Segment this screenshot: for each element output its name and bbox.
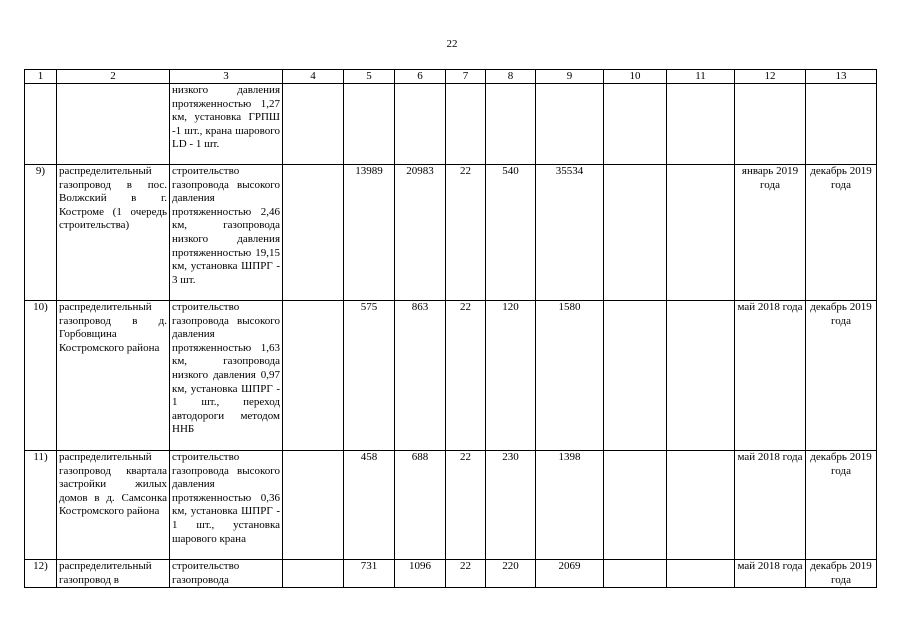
start-date <box>735 84 806 165</box>
column-header: 2 <box>57 70 170 84</box>
cell-col10 <box>604 165 667 301</box>
cell-col8: 540 <box>486 165 536 301</box>
object-description: низкого давления протяженностью 1,27 км, установка ГРПШ -1 шт., крана шарового LD - 1 шт. <box>170 84 283 165</box>
cell-col9: 1398 <box>536 451 604 560</box>
end-date: декабрь 2019 года <box>806 451 877 560</box>
column-header: 12 <box>735 70 806 84</box>
row-number: 11) <box>25 451 57 560</box>
start-date: май 2018 года <box>735 560 806 588</box>
cell-col8: 230 <box>486 451 536 560</box>
cell-col4 <box>283 451 344 560</box>
cell-col6: 863 <box>395 301 446 451</box>
cell-col5: 458 <box>344 451 395 560</box>
start-date: май 2018 года <box>735 301 806 451</box>
cell-col6: 20983 <box>395 165 446 301</box>
cell-col9: 35534 <box>536 165 604 301</box>
column-header: 9 <box>536 70 604 84</box>
cell-col7: 22 <box>446 165 486 301</box>
cell-col4 <box>283 165 344 301</box>
cell-col10 <box>604 451 667 560</box>
cell-col9: 2069 <box>536 560 604 588</box>
column-header: 8 <box>486 70 536 84</box>
cell-col8: 120 <box>486 301 536 451</box>
start-date: январь 2019 года <box>735 165 806 301</box>
cell-col11 <box>667 560 735 588</box>
row-number: 10) <box>25 301 57 451</box>
end-date <box>806 84 877 165</box>
cell-col7: 22 <box>446 451 486 560</box>
header-row <box>25 70 877 84</box>
cell-col8 <box>486 84 536 165</box>
object-name <box>57 84 170 165</box>
cell-col11 <box>667 301 735 451</box>
cell-col6: 1096 <box>395 560 446 588</box>
column-header: 5 <box>344 70 395 84</box>
investment-table <box>24 69 877 588</box>
cell-col4 <box>283 301 344 451</box>
table-row <box>25 165 877 301</box>
row-number: 12) <box>25 560 57 588</box>
table-row <box>25 301 877 451</box>
start-date: май 2018 года <box>735 451 806 560</box>
row-number <box>25 84 57 165</box>
column-header: 13 <box>806 70 877 84</box>
cell-col5: 731 <box>344 560 395 588</box>
cell-col9 <box>536 84 604 165</box>
column-header: 7 <box>446 70 486 84</box>
column-header: 11 <box>667 70 735 84</box>
end-date: декабрь 2019 года <box>806 560 877 588</box>
cell-col6 <box>395 84 446 165</box>
cell-col11 <box>667 84 735 165</box>
column-header: 4 <box>283 70 344 84</box>
cell-col5 <box>344 84 395 165</box>
cell-col6: 688 <box>395 451 446 560</box>
cell-col11 <box>667 451 735 560</box>
cell-col10 <box>604 84 667 165</box>
object-description: строительство газопровода высокого давления протяженностью 1,63 км, газопровода низкого давления 0,97 км, установка ШПРГ - 1 шт., переход автодороги методом ННБ <box>170 301 283 451</box>
object-name: распределительный газопровод квартала застройки жилых домов в д. Самсонка Костромского района <box>57 451 170 560</box>
cell-col10 <box>604 560 667 588</box>
object-description: строительство газопровода высокого давления протяженностью 0,36 км, установка ШПРГ - 1 шт., установка шарового крана <box>170 451 283 560</box>
end-date: декабрь 2019 года <box>806 301 877 451</box>
row-number: 9) <box>25 165 57 301</box>
cell-col4 <box>283 84 344 165</box>
cell-col4 <box>283 560 344 588</box>
object-name: распределительный газопровод в <box>57 560 170 588</box>
cell-col8: 220 <box>486 560 536 588</box>
column-header: 3 <box>170 70 283 84</box>
column-header: 1 <box>25 70 57 84</box>
cell-col11 <box>667 165 735 301</box>
end-date: декабрь 2019 года <box>806 165 877 301</box>
cell-col7: 22 <box>446 560 486 588</box>
column-header: 6 <box>395 70 446 84</box>
cell-col7: 22 <box>446 301 486 451</box>
table-row <box>25 451 877 560</box>
cell-col7 <box>446 84 486 165</box>
cell-col10 <box>604 301 667 451</box>
table-row <box>25 560 877 588</box>
cell-col9: 1580 <box>536 301 604 451</box>
cell-col5: 575 <box>344 301 395 451</box>
column-header: 10 <box>604 70 667 84</box>
table-row <box>25 84 877 165</box>
cell-col5: 13989 <box>344 165 395 301</box>
object-name: распределительный газопровод в пос. Волжский в г. Костроме (1 очередь строительства) <box>57 165 170 301</box>
page-number: 22 <box>446 38 458 50</box>
object-description: строительство газопровода <box>170 560 283 588</box>
object-description: строительство газопровода высокого давления протяженностью 2,46 км, газопровода низкого давления протяженностью 19,15 км, установка ШПРГ - 3 шт. <box>170 165 283 301</box>
object-name: распределительный газопровод в д. Горбовщина Костромского района <box>57 301 170 451</box>
